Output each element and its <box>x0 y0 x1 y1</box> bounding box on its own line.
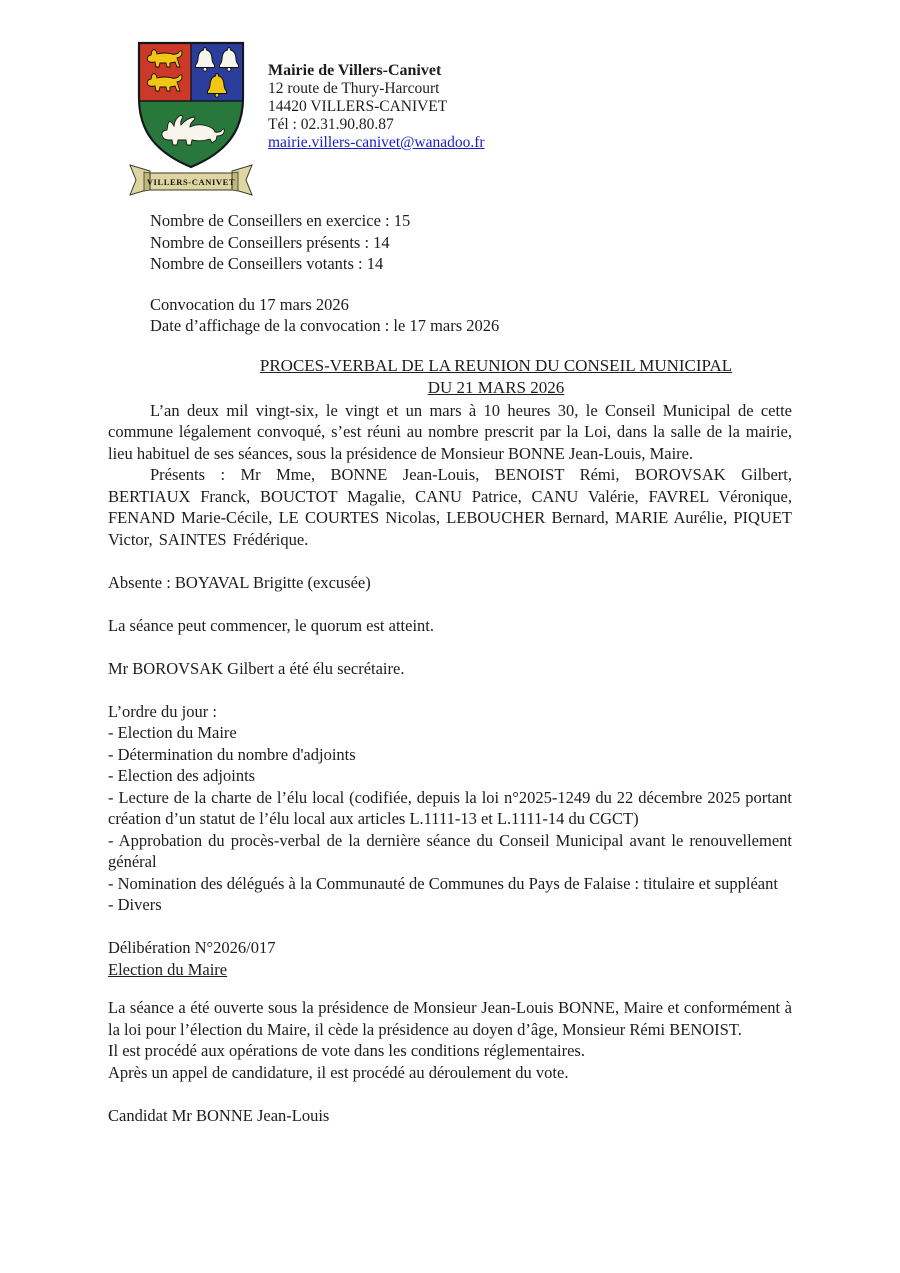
counters-block <box>150 210 792 275</box>
document-title <box>150 355 842 400</box>
candidate-line: Candidat Mr BONNE Jean-Louis <box>108 1105 330 1125</box>
agenda <box>108 701 792 916</box>
convocation-block <box>150 294 792 337</box>
org-city: 14420 VILLERS-CANIVET <box>268 98 448 115</box>
document-title-line2: DU 21 MARS 2026 <box>427 378 565 397</box>
document-content <box>108 210 792 1126</box>
deliberation-opening: La séance a été ouverte sous la présidence de Monsieur Jean-Louis BONNE, Maire et conformément à la loi pour l’élection du Maire, il cède la présidence au doyen d’âge, Monsieur Rémi BENOIST. <box>108 998 792 1039</box>
org-info <box>268 62 485 196</box>
shield-field-red <box>139 43 191 101</box>
org-address: 12 route de Thury-Harcourt <box>268 80 440 97</box>
banner-text: VILLERS-CANIVET <box>146 177 236 187</box>
org-email-link[interactable]: mairie.villers-canivet@wanadoo.fr <box>268 134 485 151</box>
coat-of-arms <box>128 38 254 196</box>
org-name: Mairie de Villers-Canivet <box>268 62 442 79</box>
agenda-item: - Nomination des délégués à la Communauté de Communes du Pays de Falaise : titulaire et suppléant <box>108 873 778 893</box>
letterhead <box>128 38 485 196</box>
deliberation-number: Délibération N°2026/017 <box>108 938 276 957</box>
vote-process-line: Il est procédé aux opérations de vote dans les conditions réglementaires. <box>108 1041 585 1060</box>
secretary-line: Mr BOROVSAK Gilbert a été élu secrétaire. <box>108 658 405 678</box>
convocation-date: Convocation du 17 mars 2026 <box>150 294 349 314</box>
counter-votants: Nombre de Conseillers votants : 14 <box>150 254 384 273</box>
deliberation-section <box>108 937 792 1126</box>
counter-presents: Nombre de Conseillers présents : 14 <box>150 232 390 252</box>
vote-call-line: Après un appel de candidature, il est procédé au déroulement du vote. <box>108 1062 569 1082</box>
agenda-item: - Approbation du procès-verbal de la dernière séance du Conseil Municipal avant le renouvellement général <box>108 830 792 871</box>
document-title-line1: PROCES-VERBAL DE LA REUNION DU CONSEIL MUNICIPAL <box>259 355 733 375</box>
org-phone: Tél : 02.31.90.80.87 <box>268 116 394 133</box>
presents-paragraph: Présents : Mr Mme, BONNE Jean-Louis, BENOIST Rémi, BOROVSAK Gilbert, BERTIAUX Franck, BOUCTOT Magalie, CANU Patrice, CANU Valérie, FAVREL Véronique, FENAND Marie-Cécile, LE COURTES Nicolas, LEBOUCHER Bernard, MARIE Aurélie, PIQUET Victor, SAINTES Frédérique. <box>108 465 792 549</box>
counter-exercice: Nombre de Conseillers en exercice : 15 <box>150 211 411 230</box>
agenda-item: - Election des adjoints <box>108 766 256 785</box>
deliberation-heading: Election du Maire <box>108 959 228 979</box>
quorum-line: La séance peut commencer, le quorum est atteint. <box>108 615 434 635</box>
agenda-item: - Election du Maire <box>108 723 237 742</box>
agenda-item: - Détermination du nombre d'adjoints <box>108 744 356 764</box>
affichage-date: Date d’affichage de la convocation : le 17 mars 2026 <box>150 316 500 335</box>
opening-paragraph: L’an deux mil vingt-six, le vingt et un mars à 10 heures 30, le Conseil Municipal de cette commune légalement convoqué, s’est réuni au nombre prescrit par la Loi, dans la salle de la mairie, lieu habituel de ses séances, sous la présidence de Monsieur BONNE Jean-Louis, Maire. <box>108 400 792 463</box>
agenda-item: - Divers <box>108 895 162 914</box>
agenda-item: - Lecture de la charte de l’élu local (codifiée, depuis la loi n°2025-1249 du 22 décembre 2025 portant création d’un statut de l’élu local aux articles L.1111-13 et L.1111-14 du CGCT) <box>108 787 792 828</box>
absent-line: Absente : BOYAVAL Brigitte (excusée) <box>108 572 371 592</box>
agenda-heading: L’ordre du jour : <box>108 701 217 721</box>
